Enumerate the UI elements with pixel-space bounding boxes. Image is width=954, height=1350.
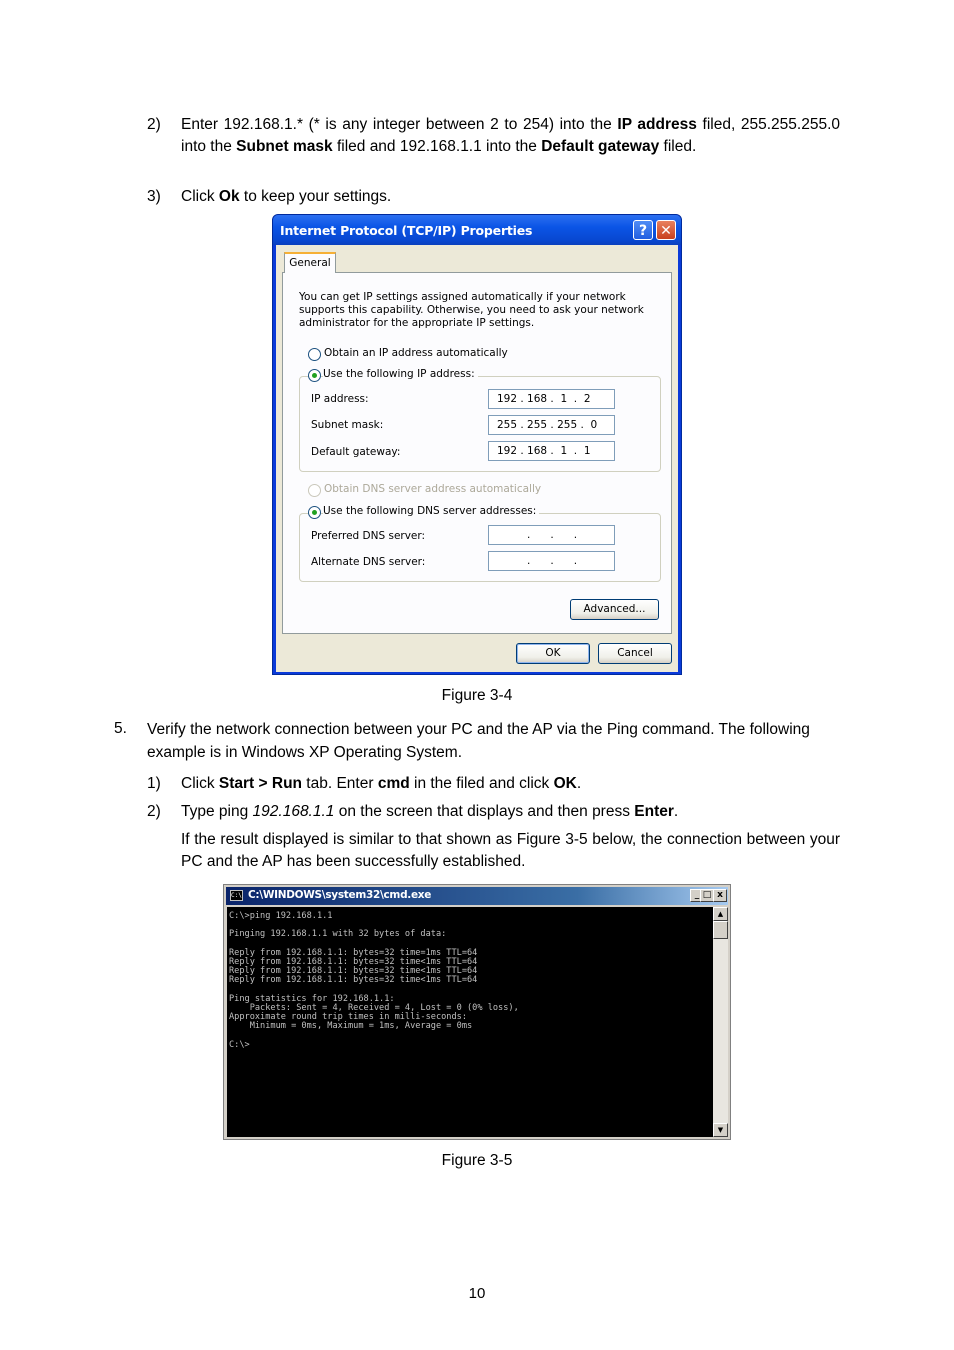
- cmd-title: C:\WINDOWS\system32\cmd.exe: [248, 889, 432, 901]
- subnet-mask-label: Subnet mask:: [311, 419, 384, 431]
- dialog-title: Internet Protocol (TCP/IP) Properties: [280, 223, 533, 238]
- figure-caption: Figure 3-4: [441, 687, 513, 704]
- ip-address-field[interactable]: 192 . 168 . 1 . 2: [488, 389, 615, 409]
- radio-obtain-ip-auto[interactable]: [308, 348, 321, 361]
- console-screen[interactable]: [227, 907, 713, 1137]
- close-button[interactable]: x: [713, 889, 727, 902]
- step-number: 2): [147, 803, 161, 820]
- step-5-2-text: Type ping 192.168.1.1 on the screen that displays and then press Enter.: [181, 803, 679, 820]
- minimize-button[interactable]: _: [690, 889, 704, 902]
- scroll-up-icon[interactable]: ▲: [713, 907, 728, 921]
- help-button[interactable]: ?: [633, 220, 653, 240]
- advanced-button[interactable]: Advanced...: [570, 599, 659, 620]
- radio-use-following-ip[interactable]: [308, 369, 321, 382]
- ok-button[interactable]: OK: [516, 643, 590, 664]
- radio-obtain-dns-auto-label: Obtain DNS server address automatically: [324, 483, 542, 495]
- cmd-title-bar: [226, 887, 728, 905]
- subnet-mask-field[interactable]: 255 . 255 . 255 . 0: [488, 415, 615, 435]
- step-5-text: Verify the network connection between your PC and the AP via the Ping command. The following example is in Windows XP Operating System.: [147, 721, 810, 761]
- console-icon: C:\: [231, 892, 242, 899]
- console-output: C:\>ping 192.168.1.1 Pinging 192.168.1.1 with 32 bytes of data: Reply from 192.168.1.1: bytes=32 time=1ms TTL=64 Reply from 192.168.1.1: bytes=32 time<1ms TTL=64 Reply from 192.168.1.1: bytes=32 time<1ms TTL=64 Reply from 192.168.1.1: bytes=32 time<1ms TTL=64 Ping statistics for 192.168.1.1: Packets: Sent = 4, Received = 4, Lost = 0 (0% loss), Approximate round trip times in milli-seconds: Minimum = 0ms, Maximum = 1ms, Average = 0ms C:\>: [229, 911, 519, 1050]
- vertical-scrollbar[interactable]: [713, 907, 728, 1137]
- alternate-dns-label: Alternate DNS server:: [311, 556, 426, 568]
- default-gateway-label: Default gateway:: [311, 446, 401, 458]
- result-text: If the result displayed is similar to that shown as Figure 3-5 below, the connection between your PC and the AP has been successfully established.: [181, 831, 840, 870]
- step-number: 2): [147, 116, 161, 133]
- step-number: 5.: [114, 720, 127, 737]
- step-number: 3): [147, 188, 161, 205]
- radio-obtain-dns-auto[interactable]: [308, 484, 321, 497]
- step-number: 1): [147, 775, 161, 792]
- dialog-title-bar: [273, 215, 681, 245]
- default-gateway-field[interactable]: 192 . 168 . 1 . 1: [488, 441, 615, 461]
- step-3-text: Click Ok to keep your settings.: [181, 188, 392, 205]
- dialog-body: [276, 245, 678, 672]
- scroll-down-icon[interactable]: ▼: [713, 1123, 728, 1137]
- general-tab-panel: [282, 272, 672, 634]
- cancel-button[interactable]: Cancel: [598, 643, 672, 664]
- close-button[interactable]: ✕: [656, 220, 676, 240]
- preferred-dns-field[interactable]: . . .: [488, 525, 615, 545]
- radio-obtain-ip-auto-label: Obtain an IP address automatically: [324, 347, 508, 359]
- page-number: 10: [468, 1285, 486, 1302]
- intro-text: You can get IP settings assigned automatically if your network supports this capability. Otherwise, you need to ask your network administrator for the appropriate IP settings.: [299, 291, 644, 329]
- radio-use-following-dns-label: Use the following DNS server addresses:: [323, 505, 539, 517]
- dns-group: [299, 513, 661, 582]
- preferred-dns-label: Preferred DNS server:: [311, 530, 426, 542]
- alternate-dns-field[interactable]: . . .: [488, 551, 615, 571]
- ip-address-label: IP address:: [311, 393, 369, 405]
- cmd-window: [223, 884, 731, 1140]
- step-2-text: Enter 192.168.1.* (* is any integer between 2 to 254) into the IP address filed, 255.255.255.0 into the Subnet mask filed and 192.168.1.1 into the Default gateway filed.: [181, 116, 841, 155]
- radio-use-following-ip-label: Use the following IP address:: [323, 368, 478, 380]
- step-5-1-text: Click Start > Run tab. Enter cmd in the filed and click OK.: [181, 775, 582, 792]
- scroll-thumb[interactable]: [713, 921, 728, 939]
- tcpip-properties-dialog: [272, 214, 682, 675]
- figure-caption: Figure 3-5: [441, 1152, 513, 1169]
- radio-use-following-dns[interactable]: [308, 506, 321, 519]
- tab-general[interactable]: General: [284, 252, 336, 273]
- maximize-button[interactable]: □: [700, 889, 714, 902]
